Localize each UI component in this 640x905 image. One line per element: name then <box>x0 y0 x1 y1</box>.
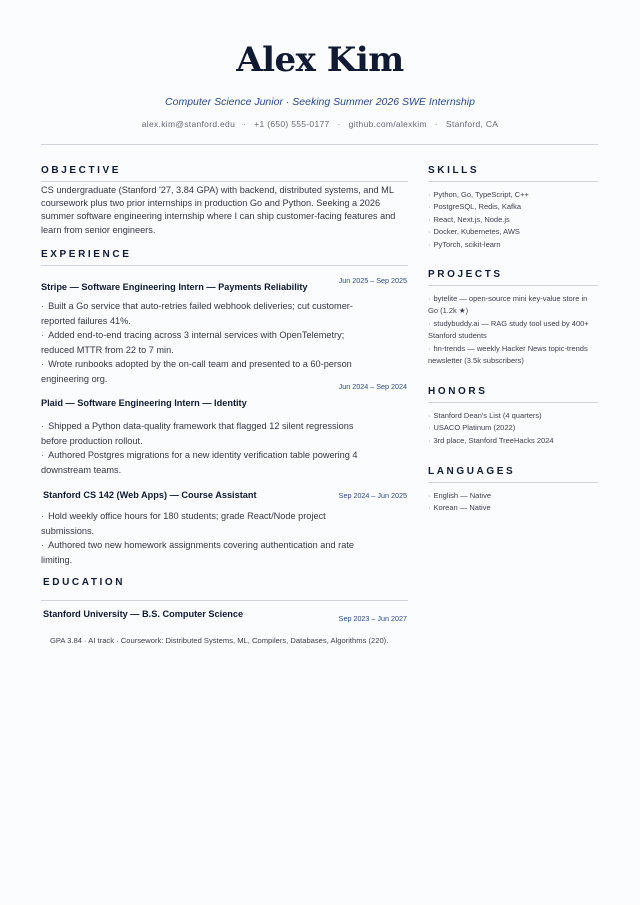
list-item: before production rollout. <box>41 435 143 446</box>
section-title-objective: OBJECTIVE <box>41 165 122 176</box>
list-item: limiting. <box>41 554 73 565</box>
job-title: Stripe — Software Engineering Intern — Payments Reliability <box>41 282 308 292</box>
list-item: · Shipped a Python data-quality framework that flagged 12 silent regressions <box>41 421 354 431</box>
bullet-dot: · <box>41 301 45 311</box>
list-item: downstream teams. <box>41 464 122 475</box>
list-item: · USACO Platinum (2022) <box>428 423 516 433</box>
list-item: Go (1.2k ★) <box>428 306 469 316</box>
contact-location: Stanford, CA <box>445 119 499 129</box>
bullet-dot: · <box>41 359 45 369</box>
header-divider <box>41 144 598 145</box>
bullet-dot: · <box>41 511 45 521</box>
bullet-dot: · <box>428 294 431 303</box>
bullet-dot: · <box>428 343 431 353</box>
bullet-dot: · <box>428 227 431 237</box>
section-rule-objective <box>41 181 408 182</box>
contact-phone: +1 (650) 555-0177 <box>254 119 330 129</box>
projects-list <box>428 293 603 367</box>
section-rule-languages <box>428 482 598 483</box>
languages-list <box>428 490 603 515</box>
list-item: · Authored two new homework assignments covering authentication and rate <box>41 540 354 550</box>
objective-paragraph <box>41 184 421 237</box>
education-title: Stanford University — B.S. Computer Science <box>43 609 244 619</box>
section-title-education: EDUCATION <box>43 577 126 588</box>
education-dates: Sep 2023 – Jun 2027 <box>338 614 407 623</box>
candidate-name: Alex Kim <box>236 40 404 80</box>
objective-line: learn from senior engineers. <box>41 224 156 235</box>
tagline: Computer Science Junior · Seeking Summer 2026 SWE Internship <box>165 96 475 108</box>
section-rule-honors <box>428 402 598 403</box>
bullet-dot: · <box>41 450 45 460</box>
list-item: · Korean — Native <box>428 503 491 513</box>
job-bullets <box>41 419 411 477</box>
job-bullets <box>41 299 411 386</box>
section-rule-education <box>41 600 408 601</box>
list-item: · Python, Go, TypeScript, C++ <box>428 190 529 199</box>
bullet-dot: · <box>428 423 431 433</box>
list-item: newsletter (3.5k subscribers) <box>428 356 524 366</box>
contact-line <box>0 119 640 129</box>
list-item: · React, Next.js, Node.js <box>428 214 510 224</box>
section-rule-projects <box>428 285 598 286</box>
honors-list <box>428 410 603 447</box>
list-item: submissions. <box>41 525 95 536</box>
job-title: Plaid — Software Engineering Intern — Identity <box>41 398 247 408</box>
bullet-dot: · <box>428 411 431 420</box>
objective-line: coursework plus two prior internships in production Go and Python. Seeking a 2026 <box>41 198 381 209</box>
list-item: · Stanford Dean's List (4 quarters) <box>428 411 542 420</box>
bullet-dot: · <box>428 239 431 249</box>
job-dates: Sep 2024 – Jun 2025 <box>338 491 407 500</box>
list-item: Stanford students <box>428 331 487 341</box>
contact-separator: · <box>243 119 247 129</box>
bullet-dot: · <box>428 190 431 199</box>
list-item: engineering org. <box>41 373 108 384</box>
contact-separator: · <box>434 119 438 129</box>
list-item: · PyTorch, scikit-learn <box>428 239 501 249</box>
list-item: · English — Native <box>428 491 492 500</box>
list-item: · bytelite — open-source mini key-value store in <box>428 294 588 303</box>
list-item: reported failures 41%. <box>41 315 131 326</box>
section-rule-skills <box>428 181 598 182</box>
contact-email: alex.kim@stanford.edu <box>141 119 236 129</box>
list-item: · Hold weekly office hours for 180 students; grade React/Node project <box>41 511 326 521</box>
section-title-skills: SKILLS <box>428 165 480 176</box>
bullet-dot: · <box>428 435 431 445</box>
list-item: · PostgreSQL, Redis, Kafka <box>428 202 522 212</box>
list-item: · Authored Postgres migrations for a new identity verification table powering 4 <box>41 450 358 460</box>
bullet-dot: · <box>428 503 431 513</box>
bullet-dot: · <box>428 491 431 500</box>
contact-github: github.com/alexkim <box>348 119 427 129</box>
bullet-dot: · <box>41 330 45 340</box>
skills-list <box>428 189 603 251</box>
list-item: reduced MTTR from 22 to 7 min. <box>41 344 174 355</box>
section-rule-experience <box>41 265 408 266</box>
bullet-dot: · <box>428 318 431 328</box>
list-item: · 3rd place, Stanford TreeHacks 2024 <box>428 435 554 445</box>
section-title-languages: LANGUAGES <box>428 466 516 477</box>
contact-separator: · <box>337 119 341 129</box>
objective-line: summer software engineering internship where I can ship customer-facing features and <box>41 211 396 222</box>
bullet-dot: · <box>428 214 431 224</box>
objective-line: CS undergraduate (Stanford '27, 3.84 GPA) with backend, distributed systems, and ML <box>41 185 394 195</box>
list-item: · Built a Go service that auto-retries failed webhook deliveries; cut customer- <box>41 301 353 311</box>
bullet-dot: · <box>41 540 45 550</box>
job-dates: Jun 2024 – Sep 2024 <box>338 382 407 391</box>
section-title-honors: HONORS <box>428 386 488 397</box>
list-item: · studybuddy.ai — RAG study tool used by 400+ <box>428 318 589 328</box>
job-dates: Jun 2025 – Sep 2025 <box>338 276 407 285</box>
list-item: · Added end-to-end tracing across 3 internal services with OpenTelemetry; <box>41 330 345 340</box>
bullet-dot: · <box>428 202 431 212</box>
list-item: · hn-trends — weekly Hacker News topic-trends <box>428 343 588 353</box>
section-title-projects: PROJECTS <box>428 269 503 280</box>
list-item: · Docker, Kubernetes, AWS <box>428 227 520 237</box>
education-details: GPA 3.84 · AI track · Coursework: Distributed Systems, ML, Compilers, Databases, Algorithms (220). <box>50 636 389 645</box>
job-title: Stanford CS 142 (Web Apps) — Course Assistant <box>43 490 257 500</box>
section-title-experience: EXPERIENCE <box>41 249 132 260</box>
job-bullets <box>41 509 411 567</box>
bullet-dot: · <box>41 421 45 431</box>
list-item: · Wrote runbooks adopted by the on-call team and presented to a 60-person <box>41 359 352 369</box>
